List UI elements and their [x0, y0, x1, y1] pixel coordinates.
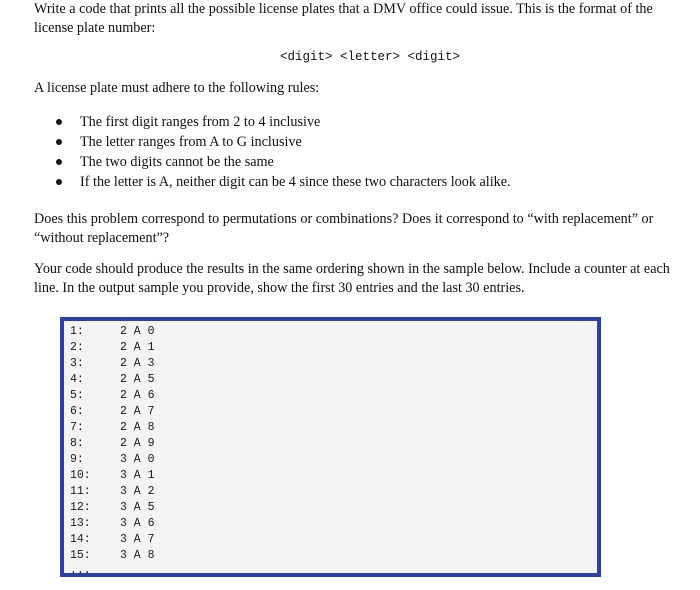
output-ellipsis: ... [70, 564, 91, 577]
output-counter: 1: [70, 325, 84, 338]
instructions-paragraph: Your code should produce the results in the same ordering shown in the sample below. Include a counter at each line. In the output sample you provide, show the first 30 entries and the last 30 entries. [34, 261, 670, 296]
output-plate: 2 A 9 [120, 437, 155, 450]
output-counter: 5: [70, 389, 84, 402]
output-counter: 9: [70, 453, 84, 466]
output-counter: 4: [70, 373, 84, 386]
output-plate: 3 A 5 [120, 501, 155, 514]
output-plate: 3 A 0 [120, 453, 155, 466]
output-plate: 3 A 6 [120, 517, 155, 530]
output-counter: 11: [70, 485, 91, 498]
output-counter: 10: [70, 469, 91, 482]
output-counter: 12: [70, 501, 91, 514]
output-counter: 7: [70, 421, 84, 434]
output-plate: 2 A 3 [120, 357, 155, 370]
output-plate: 2 A 6 [120, 389, 155, 402]
output-plate: 2 A 7 [120, 405, 155, 418]
rule-item: If the letter is A, neither digit can be 4 since these two characters look alike. [56, 172, 511, 192]
rule-item: The letter ranges from A to G inclusive [56, 132, 511, 152]
output-plate: 3 A 8 [120, 549, 155, 562]
rule-item: The first digit ranges from 2 to 4 inclusive [56, 112, 511, 132]
output-counter: 3: [70, 357, 84, 370]
output-counter: 14: [70, 533, 91, 546]
rules-list [56, 112, 511, 192]
plate-format-text: <digit> <letter> <digit> [279, 50, 461, 64]
sample-output-box [60, 317, 601, 577]
rule-item: The two digits cannot be the same [56, 152, 511, 172]
output-plate: 3 A 7 [120, 533, 155, 546]
question-paragraph: Does this problem correspond to permutations or combinations? Does it correspond to “with replacement” or “without replacement”? [34, 211, 654, 246]
output-plate: 2 A 5 [120, 373, 155, 386]
output-plate: 2 A 8 [120, 421, 155, 434]
output-plate: 2 A 0 [120, 325, 155, 338]
output-plate: 2 A 1 [120, 341, 155, 354]
output-counter: 2: [70, 341, 84, 354]
output-counter: 15: [70, 549, 91, 562]
plate-format [0, 48, 700, 66]
rules-intro: A license plate must adhere to the following rules: [34, 80, 320, 96]
output-counter: 6: [70, 405, 84, 418]
output-plate: 3 A 1 [120, 469, 155, 482]
output-counter: 8: [70, 437, 84, 450]
output-counter: 13: [70, 517, 91, 530]
intro-paragraph: Write a code that prints all the possible license plates that a DMV office could issue. This is the format of the license plate number: [34, 1, 653, 36]
output-plate: 3 A 2 [120, 485, 155, 498]
